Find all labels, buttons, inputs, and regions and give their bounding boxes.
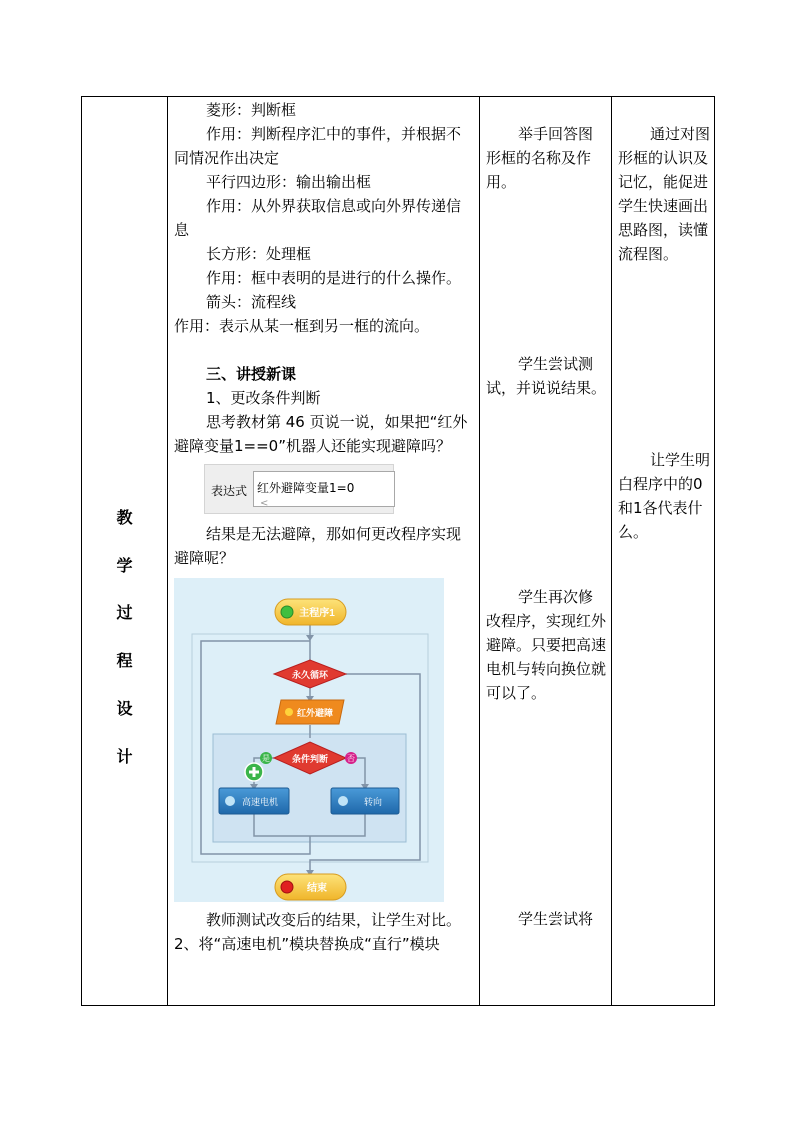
row-label-char: 程 — [116, 651, 133, 670]
teacher-test-text: 教师测试改变后的结果，让学生对比。 — [206, 911, 462, 929]
start-label: 主程序1 — [299, 608, 335, 619]
row-label-char: 过 — [116, 603, 133, 622]
row-label-char: 教 — [116, 508, 133, 527]
turn-label: 转向 — [363, 797, 383, 807]
blank-line — [174, 338, 474, 362]
scroll-left-icon[interactable]: < — [260, 498, 269, 509]
sensor-label: 红外避障 — [296, 708, 334, 718]
flowchart — [174, 578, 444, 902]
intent-text: 通过对图形框的认识及记忆，能促进学生快速画出思路图，读懂流程图。 — [618, 125, 711, 263]
subsection-title: 2、将“高速电机”模块替换成“直行”模块 — [174, 935, 440, 953]
add-icon[interactable] — [245, 763, 263, 781]
lesson-table — [81, 96, 715, 1006]
subsection-title: 1、更改条件判断 — [206, 389, 321, 407]
row-label-char: 学 — [116, 556, 133, 575]
think-question: 思考教材第 46 页说一说，如果把“红外避障变量1==0”机器人还能实现避障吗？ — [174, 413, 468, 455]
sensor-node[interactable] — [276, 700, 344, 724]
turn-block[interactable] — [331, 788, 399, 814]
text-line: 箭头：流程线 — [206, 293, 297, 311]
text-line: 作用：从外界获取信息或向外界传递信息 — [174, 197, 462, 239]
start-node[interactable] — [275, 599, 346, 625]
expression-value: 红外避障变量1=0 — [257, 481, 355, 495]
loop-label: 永久循环 — [291, 670, 329, 680]
no-label: 否 — [347, 754, 355, 763]
text-line: 平行四边形：输出输出框 — [206, 173, 372, 191]
expression-label: 表达式 — [211, 484, 248, 498]
student-text: 学生尝试测试，并说说结果。 — [486, 355, 607, 397]
section-title: 三、讲授新课 — [206, 365, 297, 383]
student-text: 学生尝试将 — [518, 910, 594, 928]
expression-editor — [204, 464, 394, 514]
end-label: 结束 — [307, 883, 327, 894]
condition-label: 条件判断 — [291, 754, 329, 764]
loop-node[interactable] — [274, 660, 346, 688]
column-divider — [611, 97, 612, 1005]
text-line: 长方形：处理框 — [206, 245, 312, 263]
yes-badge — [260, 752, 272, 764]
column-divider — [479, 97, 480, 1005]
yes-label: 是 — [262, 754, 270, 763]
high-speed-motor-block[interactable] — [219, 788, 289, 814]
high-speed-motor-label: 高速电机 — [241, 797, 279, 807]
row-label-char: 计 — [116, 747, 133, 766]
student-text: 学生再次修改程序，实现红外避障。只要把高速电机与转向换位就可以了。 — [486, 588, 607, 702]
no-badge — [345, 752, 357, 764]
student-activity — [486, 97, 606, 1005]
intent-text: 让学生明白程序中的0和1各代表什么。 — [618, 451, 711, 541]
text-line: 作用：判断程序汇中的事件，并根据不同情况作出决定 — [174, 125, 462, 167]
design-intent — [618, 97, 710, 1005]
flowchart-svg — [174, 578, 444, 902]
column-divider — [167, 97, 168, 1005]
text-line: 作用：框中表明的是进行的什么操作。 — [206, 269, 462, 287]
text-line: 菱形：判断框 — [206, 101, 297, 119]
expression-input[interactable] — [253, 471, 395, 507]
student-text: 举手回答图形框的名称及作用。 — [486, 125, 594, 191]
teaching-content — [174, 97, 474, 1005]
result-text: 结果是无法避障，那如何更改程序实现避障呢？ — [174, 525, 462, 567]
row-label-char: 设 — [116, 699, 133, 718]
text-line: 作用：表示从某一框到另一框的流向。 — [174, 317, 430, 335]
end-node[interactable] — [275, 874, 346, 900]
